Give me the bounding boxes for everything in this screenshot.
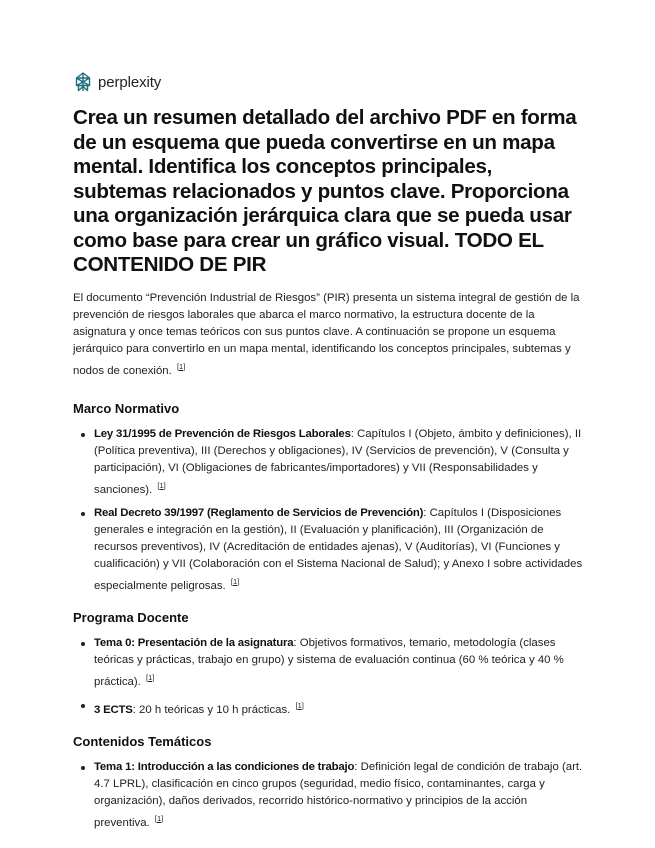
citation-link[interactable]: [1] (157, 480, 166, 490)
item-text: : Definición legal de condición de trabajo (art. 4.7 LPRL), clasificación en cinco grupos (seguridad, medio físico, contaminantes, carga y organización), daños derivados, recorrido histórico-normativo y principios de la acción preventiva. (94, 760, 583, 829)
citation-link[interactable]: [1] (146, 672, 155, 682)
item-bold-label: Tema 1: Introducción a las condiciones de trabajo (94, 760, 355, 773)
citation-link[interactable]: [1] (176, 361, 186, 371)
section-heading-contenidos-tematicos: Contenidos Temáticos (73, 733, 212, 749)
item-text: : 20 h teóricas y 10 h prácticas. (132, 703, 291, 716)
item-bold-label: Real Decreto 39/1997 (Reglamento de Servicios de Prevención) (94, 506, 424, 519)
section-heading-programa-docente: Programa Docente (73, 609, 189, 625)
marco-normativo-list (73, 426, 583, 595)
contenidos-tematicos-list (73, 759, 583, 832)
list-item (94, 759, 583, 832)
citation-link[interactable]: [1] (230, 576, 240, 586)
list-item (94, 426, 583, 499)
item-text: : Capítulos I (Objeto, ámbito y definiciones), II (Política preventiva), III (Derechos y obligaciones), IV (Servicios de prevención), V (Consulta y participación), VI (Obligaciones de fabricantes/importadores) y VII (Responsabilidades y sanciones). (94, 427, 582, 496)
citation-link[interactable]: [1] (154, 813, 164, 823)
item-text: : Objetivos formativos, temario, metodología (clases teóricas y prácticas, trabajo en grupo) y sistema de evaluación continua (60 % teórica y 40 % práctica). (94, 636, 564, 688)
item-bold-label: Tema 0: Presentación de la asignatura (94, 636, 294, 649)
brand-name: perplexity (98, 73, 162, 91)
item-bold-label: Ley 31/1995 de Prevención de Riesgos Laborales (94, 427, 351, 440)
citation-link[interactable]: [1] (295, 700, 304, 710)
perplexity-logo-icon (73, 72, 93, 92)
intro-paragraph (73, 290, 583, 380)
programa-docente-list (73, 635, 583, 719)
brand-header (73, 72, 583, 92)
list-item (94, 697, 583, 719)
page-title: Crea un resumen detallado del archivo PDF en forma de un esquema que pueda convertirse en un mapa mental. Identifica los conceptos principales, subtemas relacionados y puntos clave. Proporciona una organización jerárquica clara que se pueda usar como base para crear un gráfico visual. TODO EL CONTENIDO DE PIR (73, 106, 577, 276)
list-item (94, 635, 583, 691)
list-item (94, 505, 583, 595)
item-text: : Capítulos I (Disposiciones generales e integración en la gestión), II (Evaluación y planificación), III (Organización de recursos preventivos), IV (Acreditación de entidades ajenas), V (Auditorías), VI (Funciones y cualificación) y VII (Colaboración con el Sistema Nacional de Salud); y Anexo I sobre actividades especialmente peligrosas. (94, 506, 583, 592)
intro-text: El documento “Prevención Industrial de Riesgos” (PIR) presenta un sistema integral de gestión de la prevención de riesgos laborales que abarca el marco normativo, la estructura docente de la asignatura y once temas teóricos con sus puntos clave. A continuación se propone un esquema jerárquico para convertirlo en un mapa mental, identificando los conceptos principales, subtemas y nodos de conexión. (73, 291, 580, 377)
section-heading-marco-normativo: Marco Normativo (73, 400, 180, 416)
item-bold-label: 3 ECTS (94, 703, 133, 716)
